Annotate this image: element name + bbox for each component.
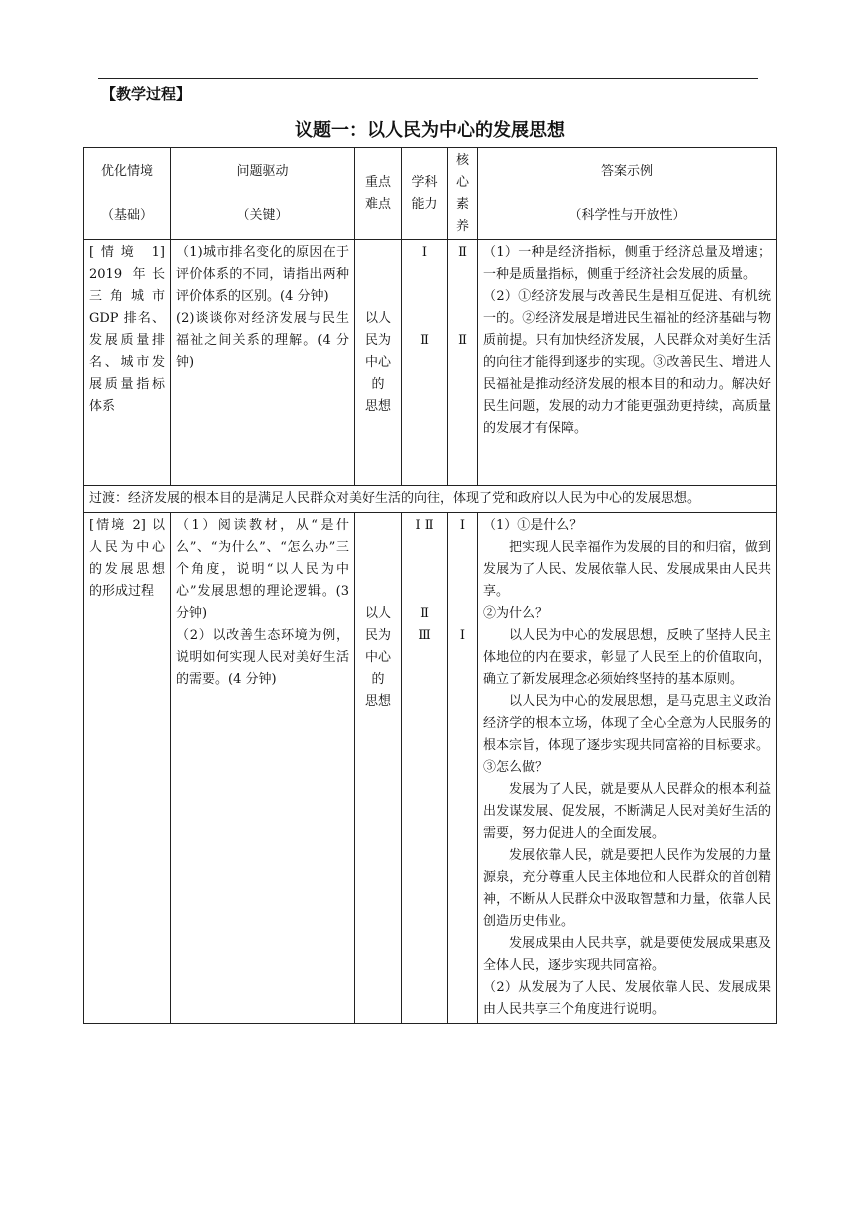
answer-paragraph: （2）①经济发展与改善民生是相互促进、有机统一的。②经济发展是增进民生福祉的经济基础与物质前提。只有加快经济发展，人民群众对美好生活的向往才能得到逐步的实现。③改善民生、增进人民福祉是推动经济发展的根本目的和动力。解决好民生问题，发展的动力才能更强劲更持续，高质量的发展才有保障。 [483,289,771,436]
answer-paragraph: （2）从发展为了人民、发展依靠人民、发展成果由人民共享三个角度进行说明。 [483,980,771,1017]
focus-line: 民为 [364,628,391,643]
focus-cell [355,240,402,486]
transition-row [84,486,777,513]
question-item: （1)城市排名变化的原因在于评价体系的不同，请指出两种评价体系的区别。(4 分钟) [176,245,349,304]
page-title: 议题一：以人民为中心的发展思想 [295,120,565,141]
ability-cell [402,240,448,486]
transition-cell [84,486,777,513]
question-item: (2)谈谈你对经济发展与民生福祉之间关系的理解。(4 分钟) [176,311,349,370]
answer-paragraph: 发展成果由人民共享，就是要使发展成果惠及全体人民，逐步实现共同富裕。 [483,936,771,973]
header-literacy-char: 养 [455,218,469,234]
ability-level: Ⅰ [421,245,428,260]
answers-cell [478,240,777,486]
answer-heading: （1）①是什么？ [483,518,583,533]
literacy-level: Ⅱ [458,245,467,260]
header-situation-label: 优化情境 [100,163,153,179]
header-ability-line2: 能力 [411,196,438,212]
literacy-cell [448,240,478,486]
transition-text: 过渡：经济发展的根本目的是满足人民群众对美好生活的向往，体现了党和政府以人民为中心的发展思想。 [89,491,701,506]
header-questions-label: 问题驱动 [236,163,289,179]
header-literacy [448,148,478,240]
answer-paragraph: 发展依靠人民，就是要把人民作为发展的力量源泉，充分尊重人民主体地位和人民群众的首创精神，不断从人民群众中汲取智慧和力量，依靠人民创造历史伟业。 [483,848,771,929]
header-row [84,148,777,240]
header-answers-label: 答案示例 [600,163,653,179]
lesson-table [83,147,777,1024]
header-focus-line1: 重点 [364,174,391,190]
focus-line: 民为 [364,332,391,348]
ability-level: Ⅰ Ⅱ [415,518,434,533]
focus-line: 以人 [364,606,391,621]
answer-paragraph: 以人民为中心的发展思想，是马克思主义政治经济学的根本立场，体现了全心全意为人民服务的根本宗旨，体现了逐步实现共同富裕的目标要求。 [483,694,771,753]
literacy-level: Ⅰ [459,628,466,643]
ability-level: Ⅱ [420,333,429,348]
header-literacy-char: 核 [455,152,469,168]
top-rule [98,78,758,79]
focus-line: 的 [371,672,385,687]
ability-level: Ⅱ [420,606,429,621]
questions-cell [171,513,355,1024]
questions-cell [171,240,355,486]
section-label: 【教学过程】 [101,85,192,103]
situation-cell [84,513,171,1024]
header-literacy-char: 素 [455,196,469,212]
situation-cell [84,240,171,486]
question-item: （1）阅读教材，从“是什么”、“为什么”、“怎么办”三个角度，说明“以人民为中心”发展思想的理论逻辑。(3 分钟) [176,518,349,621]
answers-cell [478,513,777,1024]
focus-line: 中心 [364,650,391,665]
literacy-cell [448,513,478,1024]
situation-text: [情境 1] 2019 年长三角城市 GDP 排名、发展质量排名、城市发展质量指标体系 [89,245,165,414]
header-situation [84,148,171,240]
focus-line: 以人 [364,310,391,326]
answer-paragraph: 以人民为中心的发展思想，反映了坚持人民主体地位的内在要求，彰显了人民至上的价值取向，确立了新发展理念必须始终坚持的基本原则。 [483,628,771,687]
header-literacy-char: 心 [455,174,469,190]
answer-paragraph: （1）一种是经济指标，侧重于经济总量及增速；一种是质量指标，侧重于经济社会发展的质量。 [483,245,771,282]
literacy-level: Ⅱ [458,333,467,348]
header-answers-sub: （科学性与开放性） [568,207,686,223]
table-row-situation-1 [84,240,777,486]
header-questions [171,148,355,240]
answer-heading: ③怎么做？ [483,760,549,775]
ability-level: Ⅲ [418,628,431,643]
table-row-situation-2 [84,513,777,1024]
header-answers [478,148,777,240]
header-ability [402,148,448,240]
answer-heading: ②为什么？ [483,606,549,621]
literacy-level: Ⅰ [459,518,466,533]
header-ability-line1: 学科 [411,174,438,190]
situation-text: [情境 2] 以人民为中心的发展思想的形成过程 [89,518,165,599]
focus-line: 的 [371,376,385,392]
question-item: （2）以改善生态环境为例，说明如何实现人民对美好生活的需要。(4 分钟) [176,628,349,687]
header-situation-sub: （基础） [100,207,153,223]
header-focus [355,148,402,240]
answer-paragraph: 发展为了人民，就是要从人民群众的根本利益出发谋发展、促发展，不断满足人民对美好生活的需要，努力促进人的全面发展。 [483,782,771,841]
answer-paragraph: 把实现人民幸福作为发展的目的和归宿，做到发展为了人民、发展依靠人民、发展成果由人民共享。 [483,540,771,599]
ability-cell [402,513,448,1024]
header-questions-sub: （关键） [236,207,289,223]
focus-line: 思想 [364,398,391,414]
header-focus-line2: 难点 [364,196,391,212]
focus-line: 中心 [364,354,391,370]
focus-cell [355,513,402,1024]
focus-line: 思想 [364,694,391,709]
